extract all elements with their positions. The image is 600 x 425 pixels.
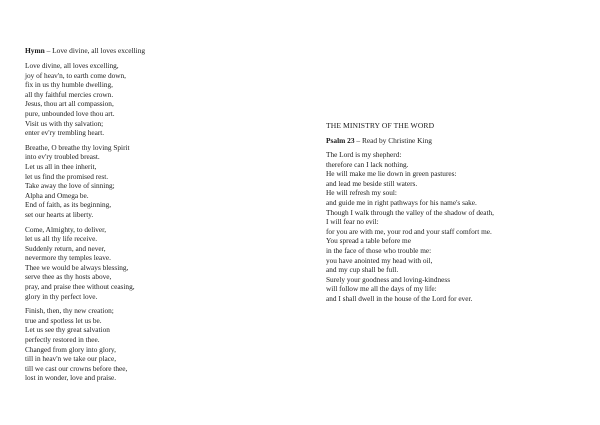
psalm-text	[326, 150, 596, 304]
hymn-block	[25, 46, 290, 388]
section-title: THE MINISTRY OF THE WORD	[326, 121, 435, 130]
hymn-line: set our hearts at liberty.	[25, 209, 94, 219]
right-page	[300, 0, 600, 425]
hymn-line: Come, Almighty, to deliver,	[25, 224, 107, 234]
psalm-line: and lead me beside still waters.	[326, 178, 418, 188]
hymn-line: pray, and praise thee without ceasing,	[25, 282, 135, 292]
hymn-line: Thee we would be always blessing,	[25, 262, 129, 272]
hymn-verses	[25, 61, 290, 383]
hymn-line: till in heav'n we take our place,	[25, 354, 117, 364]
hymn-line: let us find the promised rest.	[25, 171, 109, 181]
hymn-line: Changed from glory into glory,	[25, 344, 116, 354]
psalm-line: He will make me lie down in green pastures:	[326, 169, 457, 179]
psalm-line: in the face of those who trouble me:	[326, 245, 432, 255]
hymn-line: enter ev'ry trembling heart.	[25, 128, 105, 138]
hymn-line: nevermore thy temples leave.	[25, 253, 111, 263]
hymn-line: perfectly restored in thee.	[25, 335, 100, 345]
hymn-verse	[25, 143, 290, 220]
hymn-line: into ev'ry troubled breast.	[25, 152, 100, 162]
ministry-of-the-word-block	[326, 121, 596, 304]
psalm-line: you have anointed my head with oil,	[326, 255, 433, 265]
hymn-line: Finish, then, thy new creation;	[25, 306, 114, 316]
hymn-line: glory in thy perfect love.	[25, 291, 98, 301]
hymn-line: Let us all in thee inherit,	[25, 161, 97, 171]
hymn-line: all thy faithful mercies crown.	[25, 89, 114, 99]
hymn-line: End of faith, as its beginning,	[25, 200, 112, 210]
hymn-line: lost in wonder, love and praise.	[25, 373, 117, 383]
psalm-line: You spread a table before me	[326, 236, 411, 246]
hymn-verse	[25, 225, 290, 302]
psalm-line: and I shall dwell in the house of the Lord for ever.	[326, 293, 473, 303]
hymn-label: Hymn	[25, 46, 45, 55]
hymn-verse	[25, 306, 290, 383]
hymn-line: Take away the love of sinning;	[25, 181, 115, 191]
hymn-line: pure, unbounded love thou art.	[25, 108, 115, 118]
psalm-line: therefore can I lack nothing.	[326, 159, 409, 169]
psalm-line: will follow me all the days of my life:	[326, 284, 437, 294]
hymn-heading-separator: –	[44, 46, 53, 55]
hymn-line: fix in us thy humble dwelling,	[25, 80, 113, 90]
psalm-line: for you are with me, your rod and your staff comfort me.	[326, 226, 492, 236]
hymn-heading	[25, 46, 290, 56]
reading-heading	[326, 136, 596, 146]
hymn-line: Jesus, thou art all compassion,	[25, 99, 114, 109]
hymn-line: let us all thy life receive.	[25, 234, 98, 244]
reading-heading-separator: –	[354, 136, 362, 145]
psalm-line: and my cup shall be full.	[326, 265, 399, 275]
hymn-line: till we cast our crowns before thee,	[25, 363, 128, 373]
hymn-line: true and spotless let us be.	[25, 315, 102, 325]
hymn-line: Suddenly return, and never,	[25, 243, 106, 253]
psalm-line: Surely your goodness and loving-kindness	[326, 274, 451, 284]
reading-label: Psalm 23	[326, 136, 355, 145]
hymn-line: Visit us with thy salvation;	[25, 118, 104, 128]
psalm-line: The Lord is my shepherd:	[326, 150, 402, 159]
hymn-line: Breathe, O breathe thy loving Spirit	[25, 142, 130, 152]
hymn-line: serve thee as thy hosts above,	[25, 272, 112, 282]
hymn-line: Love divine, all loves excelling,	[25, 61, 119, 70]
hymn-line: joy of heav'n, to earth come down,	[25, 70, 127, 80]
hymn-title: Love divine, all loves excelling	[52, 46, 146, 55]
hymn-line: Alpha and Omega be.	[25, 190, 89, 200]
hymn-line: Let us see thy great salvation	[25, 325, 110, 335]
psalm-line: He will refresh my soul:	[326, 188, 397, 198]
hymn-verse	[25, 61, 290, 138]
reading-reader: Read by Christine King	[361, 136, 432, 145]
psalm-line: I will fear no evil:	[326, 217, 379, 227]
psalm-line: and guide me in right pathways for his name's sake.	[326, 197, 477, 207]
psalm-line: Though I walk through the valley of the shadow of death,	[326, 207, 494, 217]
